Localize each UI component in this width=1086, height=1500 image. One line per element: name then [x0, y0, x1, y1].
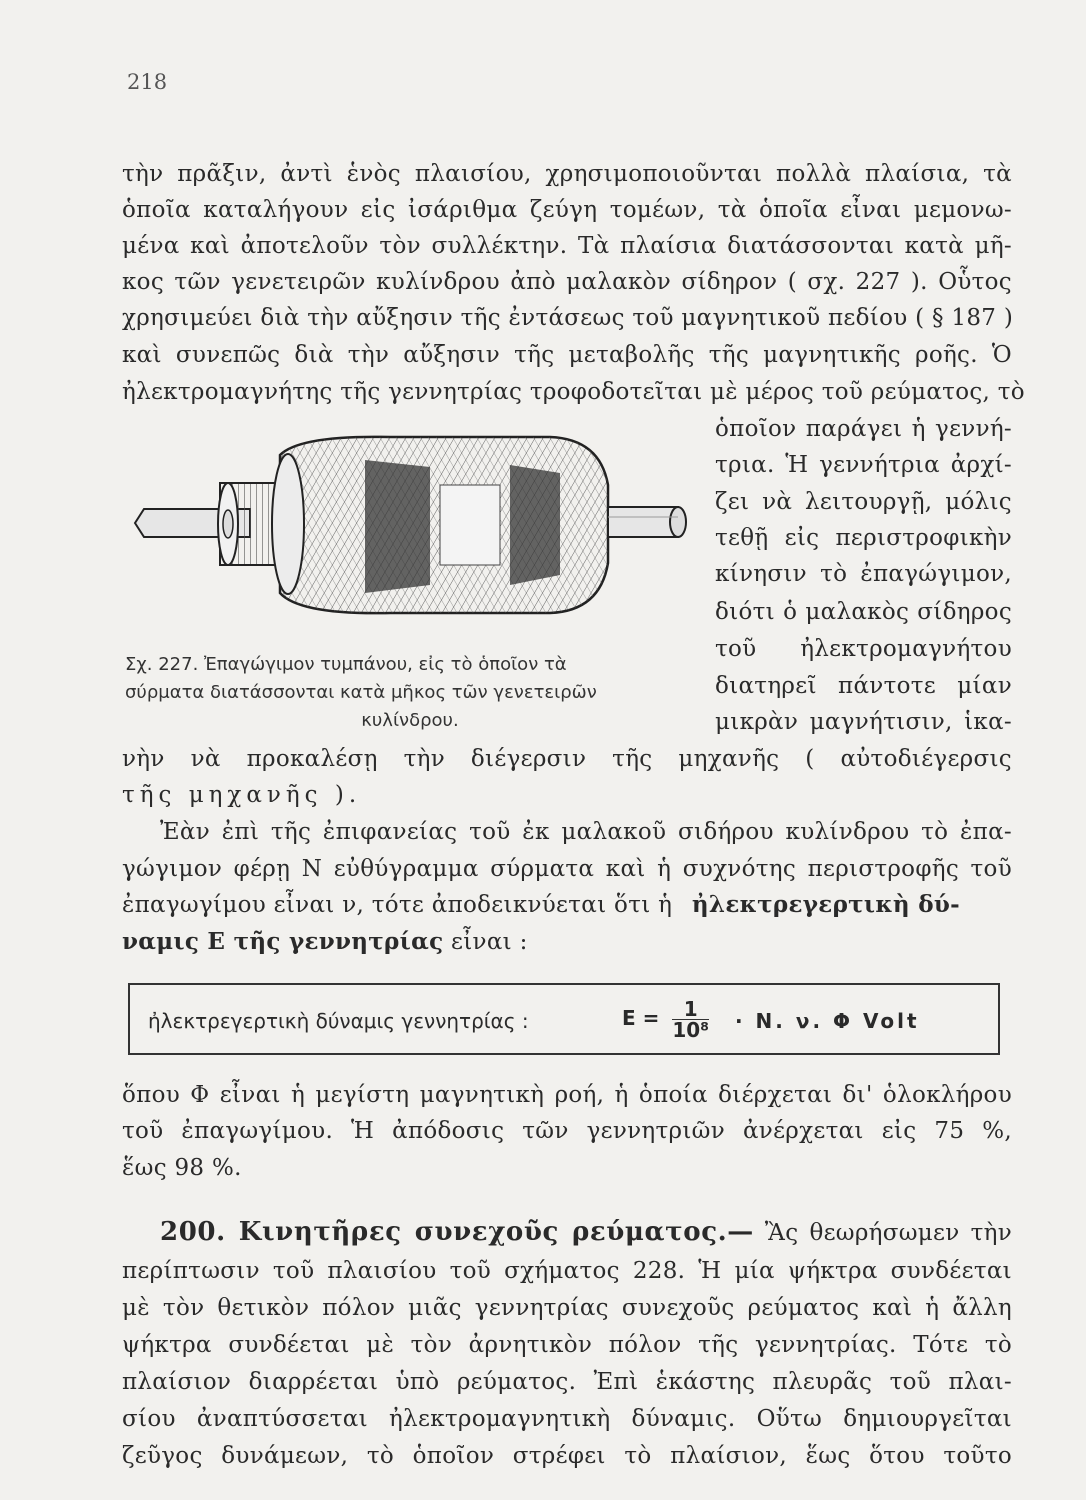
text-line: τοῦ ἐπαγωγίμου. Ἡ ἀπόδοσις τῶν γεννητριῶν ἀνέρχεται εἰς 75 %, — [122, 1118, 1012, 1144]
figure-caption: Σχ. 227. Ἐπαγώγιμον τυμπάνου, εἰς τὸ ὁποῖον τὰ — [125, 654, 567, 675]
bold-term: ἠλεκτρεγερτικὴ δύ- — [691, 891, 960, 918]
text-line: κος τῶν γενετειρῶν κυλίνδρου ἀπὸ μαλακὸν σίδηρον ( σχ. 227 ). Οὗτος — [122, 269, 1012, 295]
text-line — [122, 889, 1012, 921]
formula-lhs: E = — [622, 1006, 660, 1030]
section-heading-line — [160, 1216, 1012, 1249]
text-segment: εἶναι : — [443, 929, 528, 955]
formula-denominator: 10⁸ — [672, 1018, 709, 1042]
text-segment: Ἂς θεωρήσωμεν τὴν — [753, 1220, 1012, 1246]
formula-numerator: 1 — [672, 999, 709, 1020]
side-text-line: τεθῇ εἰς περιστροφικὴν — [715, 525, 1012, 551]
figure-caption: κυλίνδρου. — [361, 710, 459, 731]
text-line: τὴν πρᾶξιν, ἀντὶ ἑνὸς πλαισίου, χρησιμοποιοῦνται πολλὰ πλαίσια, τὰ — [122, 161, 1012, 187]
side-text-line: ζει νὰ λειτουργῇ, μόλις — [715, 489, 1012, 515]
text-line: χρησιμεύει διὰ τὴν αὔξησιν τῆς ἐντάσεως τοῦ μαγνητικοῦ πεδίου ( § 187 ) — [122, 305, 1014, 331]
text-line: καὶ συνεπῶς διὰ τὴν αὔξησιν τῆς μεταβολῆς τῆς μαγνητικῆς ροῆς. Ὁ — [122, 342, 1012, 368]
text-line: πλαίσιον διαρρέεται ὑπὸ ρεύματος. Ἐπὶ ἑκάστης πλευρᾶς τοῦ πλαι- — [122, 1369, 1012, 1395]
formula-fraction — [672, 999, 709, 1040]
text-line: ὁποῖα καταλήγουν εἰς ἰσάριθμα ζεύγη τομέων, τὰ ὁποῖα εἶναι μεμονω- — [122, 197, 1012, 223]
text-line: νὴν νὰ προκαλέσῃ τὴν διέγερσιν τῆς μηχανῆς ( αὐτοδιέγερσις — [122, 746, 1012, 772]
side-text-line: τοῦ ἠλεκτρομαγνήτου — [715, 636, 1012, 662]
side-text-line: κίνησιν τὸ ἐπαγώγιμον, — [715, 561, 1012, 587]
text-line: σίου ἀναπτύσσεται ἠλεκτρομαγνητικὴ δύναμις. Οὕτω δημιουργεῖται — [122, 1406, 1012, 1432]
bold-term: ναμις Ε τῆς γεννητρίας — [122, 928, 444, 955]
formula-rest: · N. ν. Φ Volt — [735, 1009, 920, 1033]
text-line: ἠλεκτρομαγνήτης τῆς γεννητρίας τροφοδοτεῖται μὲ μέρος τοῦ ρεύματος, τὸ — [122, 379, 1025, 405]
formula-box — [128, 983, 1000, 1055]
text-line: μὲ τὸν θετικὸν πόλον μιᾶς γεννητρίας συνεχοῦς ρεύματος καὶ ἡ ἄλλη — [122, 1295, 1012, 1321]
text-line: γώγιμον φέρῃ N εὐθύγραμμα σύρματα καὶ ἡ συχνότης περιστροφῆς τοῦ — [122, 856, 1012, 882]
side-text-line: μικρὰν μαγνήτισιν, ἱκα- — [715, 709, 1012, 735]
drum-armature-figure — [130, 425, 710, 649]
side-text-line: τρια. Ἡ γεννήτρια ἀρχί- — [715, 452, 1012, 478]
text-segment: ἐπαγωγίμου εἶναι ν, τότε ἀποδεικνύεται ὅτι ἡ — [122, 892, 673, 918]
figure-caption: σύρματα διατάσσονται κατὰ μῆκος τῶν γενετειρῶν — [125, 682, 597, 703]
text-line: ἕως 98 %. — [122, 1155, 242, 1181]
side-text-line: διότι ὁ μαλακὸς σίδηρος — [715, 599, 1012, 625]
text-line: Ἐὰν ἐπὶ τῆς ἐπιφανείας τοῦ ἐκ μαλακοῦ σιδήρου κυλίνδρου τὸ ἐπα- — [160, 819, 1012, 845]
text-line — [122, 926, 1012, 958]
text-line: ψήκτρα συνδέεται μὲ τὸν ἀρνητικὸν πόλον τῆς γεννητρίας. Τότε τὸ — [122, 1332, 1012, 1358]
text-line: περίπτωσιν τοῦ πλαισίου τοῦ σχήματος 228. Ἡ μία ψήκτρα συνδέεται — [122, 1258, 1012, 1284]
text-line: μένα καὶ ἀποτελοῦν τὸν συλλέκτην. Τὰ πλαίσια διατάσσονται κατὰ μῆ- — [122, 233, 1012, 259]
page-number: 218 — [127, 70, 168, 94]
formula-equation — [622, 999, 715, 1040]
text-line: ζεῦγος δυνάμεων, τὸ ὁποῖον στρέφει τὸ πλαίσιον, ἕως ὅτου τοῦτο — [122, 1443, 1012, 1469]
section-heading: 200. Κινητῆρες συνεχοῦς ρεύματος.— — [160, 1217, 754, 1247]
side-text-line: διατηρεῖ πάντοτε μίαν — [715, 673, 1012, 699]
text-line: τῆς μηχανῆς ). — [122, 782, 362, 808]
formula-label: ἠλεκτρεγερτικὴ δύναμις γεννητρίας : — [148, 1009, 529, 1033]
side-text-line: ὁποῖον παράγει ἡ γεννή- — [715, 416, 1012, 442]
text-line: ὅπου Φ εἶναι ἡ μεγίστη μαγνητικὴ ροή, ἡ ὁποία διέρχεται δι' ὁλοκλήρου — [122, 1082, 1012, 1108]
